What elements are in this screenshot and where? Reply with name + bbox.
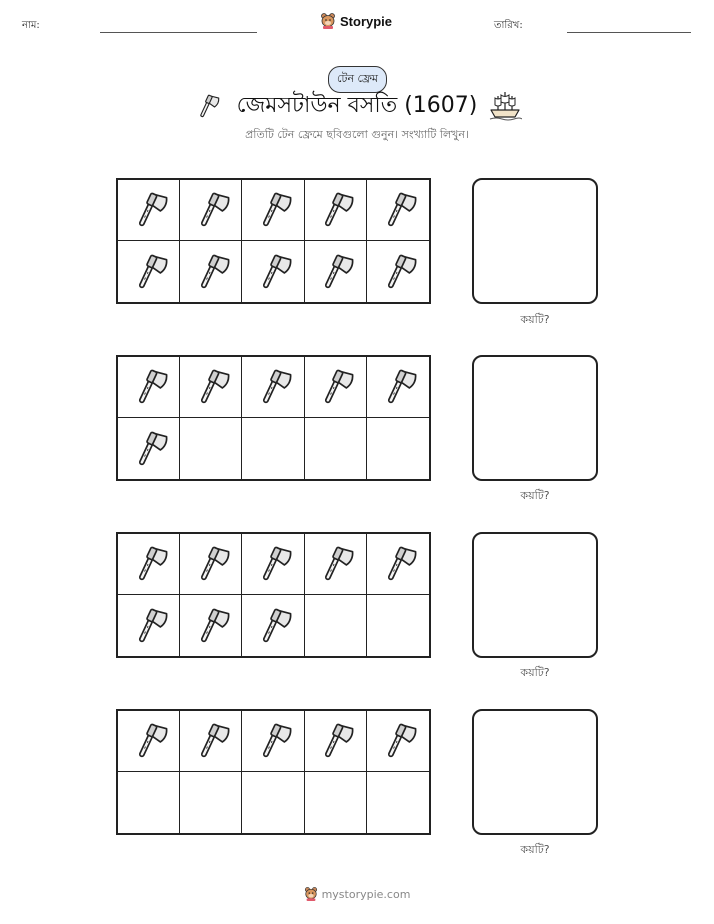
answer-label-1: কয়টি?: [520, 313, 550, 326]
frame-cell: [367, 180, 429, 241]
axe-icon: [314, 539, 356, 589]
frame-cell: [180, 772, 242, 833]
axe-icon: [128, 601, 170, 651]
frame-cell: [305, 241, 367, 302]
axe-icon: [377, 185, 419, 235]
axe-icon: [314, 247, 356, 297]
frame-cell: [180, 711, 242, 772]
frame-cell: [180, 418, 242, 479]
bear-mascot-icon: [304, 886, 318, 902]
answer-label-4: কয়টি?: [520, 843, 550, 856]
axe-icon: [128, 539, 170, 589]
frame-cell: [305, 711, 367, 772]
frame-cell: [305, 772, 367, 833]
frame-cell: [305, 595, 367, 656]
answer-label-2: কয়টি?: [520, 489, 550, 502]
frame-cell: [118, 772, 180, 833]
brand-name: Storypie: [340, 13, 393, 29]
axe-icon: [252, 362, 294, 412]
frame-cell: [242, 418, 304, 479]
frame-cell: [180, 241, 242, 302]
frame-cell: [305, 534, 367, 595]
ten-frame-4: [116, 709, 431, 835]
axe-icon: [190, 539, 232, 589]
frame-cell: [118, 241, 180, 302]
answer-box-4[interactable]: [472, 709, 598, 835]
axe-icon: [377, 539, 419, 589]
date-label: তারিখ:: [494, 20, 523, 31]
answer-box-3[interactable]: [472, 532, 598, 658]
frame-cell: [242, 357, 304, 418]
frame-cell: [118, 595, 180, 656]
frame-cell: [180, 595, 242, 656]
ten-frame-1: [116, 178, 431, 304]
axe-icon: [314, 716, 356, 766]
name-label: নাম:: [22, 20, 40, 31]
axe-icon: [190, 247, 232, 297]
axe-icon: [252, 539, 294, 589]
axe-icon: [252, 601, 294, 651]
axe-icon: [252, 716, 294, 766]
axe-icon: [190, 362, 232, 412]
frame-cell: [180, 357, 242, 418]
axe-icon: [128, 716, 170, 766]
ship-icon: [488, 88, 522, 126]
frame-cell: [242, 595, 304, 656]
frame-cell: [180, 180, 242, 241]
date-line[interactable]: [567, 32, 691, 33]
frame-cell: [118, 180, 180, 241]
brand-logo: [320, 12, 392, 30]
answer-box-1[interactable]: [472, 178, 598, 304]
axe-icon: [128, 362, 170, 412]
axe-icon: [128, 247, 170, 297]
page-title: জেমসটাউন বসতি (1607): [236, 93, 478, 118]
frame-cell: [367, 534, 429, 595]
ten-frame-badge: টেন ফ্রেম: [328, 66, 387, 93]
frame-cell: [305, 357, 367, 418]
name-line[interactable]: [100, 32, 257, 33]
axe-icon: [314, 185, 356, 235]
answer-label-3: কয়টি?: [520, 666, 550, 679]
axe-icon: [252, 185, 294, 235]
frame-cell: [118, 711, 180, 772]
frame-cell: [367, 711, 429, 772]
frame-cell: [305, 418, 367, 479]
frame-cell: [242, 772, 304, 833]
axe-icon: [190, 185, 232, 235]
axe-icon: [252, 247, 294, 297]
axe-icon: [128, 185, 170, 235]
axe-icon: [377, 247, 419, 297]
footer-url: mystorypie.com: [321, 887, 411, 901]
frame-cell: [118, 357, 180, 418]
frame-cell: [242, 711, 304, 772]
frame-cell: [367, 241, 429, 302]
footer: [0, 886, 714, 902]
frame-cell: [367, 595, 429, 656]
instructions: প্রতিটি টেন ফ্রেমে ছবিগুলো গুনুন। সংখ্যাটি লিখুন।: [245, 128, 469, 141]
frame-cell: [180, 534, 242, 595]
ten-frame-2: [116, 355, 431, 481]
axe-icon: [190, 716, 232, 766]
axe-icon: [377, 362, 419, 412]
frame-cell: [305, 180, 367, 241]
frame-cell: [242, 241, 304, 302]
frame-cell: [367, 357, 429, 418]
axe-icon: [314, 362, 356, 412]
frame-cell: [118, 534, 180, 595]
answer-box-2[interactable]: [472, 355, 598, 481]
frame-cell: [118, 418, 180, 479]
axe-icon: [128, 424, 170, 474]
axe-icon: [190, 601, 232, 651]
frame-cell: [367, 418, 429, 479]
axe-icon: [377, 716, 419, 766]
frame-cell: [367, 772, 429, 833]
frame-cell: [242, 180, 304, 241]
ten-frame-3: [116, 532, 431, 658]
frame-cell: [242, 534, 304, 595]
bear-mascot-icon: [320, 12, 336, 30]
